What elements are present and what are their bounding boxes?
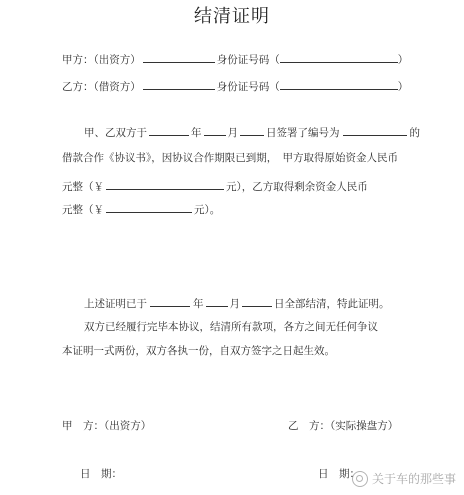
party-b-id-blank [280,78,398,90]
party-a-label: 甲方：（出资方） [62,54,141,66]
statement-text: 月 [229,298,240,310]
body-text: 甲、乙双方于 [84,127,147,139]
statement-line-3: 本证明一式两份，双方各执一份，自双方签字之日起生效。 [62,345,335,357]
body-text: 日签署了编号为 [266,127,340,139]
body-line-2: 借款合作《协议书》，因协议合作期限已到期， 甲方取得原始资金人民币 [62,152,398,164]
date-party-b: 日 期： [318,468,360,480]
statement-text: 上述证明已于 [84,298,147,310]
statement-line-1 [84,295,390,311]
party-a-row [62,51,408,67]
amount-a-blank [106,178,224,190]
party-b-id-label: 身份证号码（ [216,81,280,93]
party-b-row [62,78,408,94]
party-a-close: ） [397,54,409,66]
watermark-logo-icon [352,471,368,487]
settle-day-blank [242,295,272,307]
settle-year-blank [150,295,190,307]
signature-party-a: 甲 方：（出资方） [62,420,152,432]
body-line-3 [62,178,368,194]
party-b-name-blank [143,78,215,90]
month-blank [204,124,226,136]
party-a-name-blank [143,51,215,63]
body-text: 元），乙方取得剩余资金人民币 [226,181,368,193]
body-text: 月 [227,127,238,139]
amount-b-blank [106,201,192,213]
watermark [352,470,456,487]
statement-text: 日全部结清，特此证明。 [274,298,390,310]
party-a-id-blank [280,51,398,63]
body-text: 元整（￥ [62,204,104,216]
signature-party-b: 乙 方：（实际操盘方） [288,420,399,432]
contract-number-blank [343,124,407,136]
body-text: 元）。 [194,204,221,216]
statement-text: 年 [193,298,204,310]
date-party-a: 日 期： [80,468,122,480]
year-blank [149,124,189,136]
body-text: 元整（￥ [62,181,104,193]
statement-line-2: 双方已经履行完毕本协议，结清所有款项，各方之间无任何争议 [84,321,378,333]
party-a-id-label: 身份证号码（ [216,54,280,66]
body-line-1 [84,124,420,140]
body-text: 年 [191,127,202,139]
party-b-label: 乙方：（借资方） [62,81,141,93]
watermark-text: 关于车的那些事 [371,472,456,486]
settle-month-blank [206,295,228,307]
day-blank [240,124,264,136]
document-title: 结清证明 [194,6,270,27]
party-b-close: ） [397,81,409,93]
body-text: 的 [409,127,420,139]
body-line-4 [62,201,220,217]
